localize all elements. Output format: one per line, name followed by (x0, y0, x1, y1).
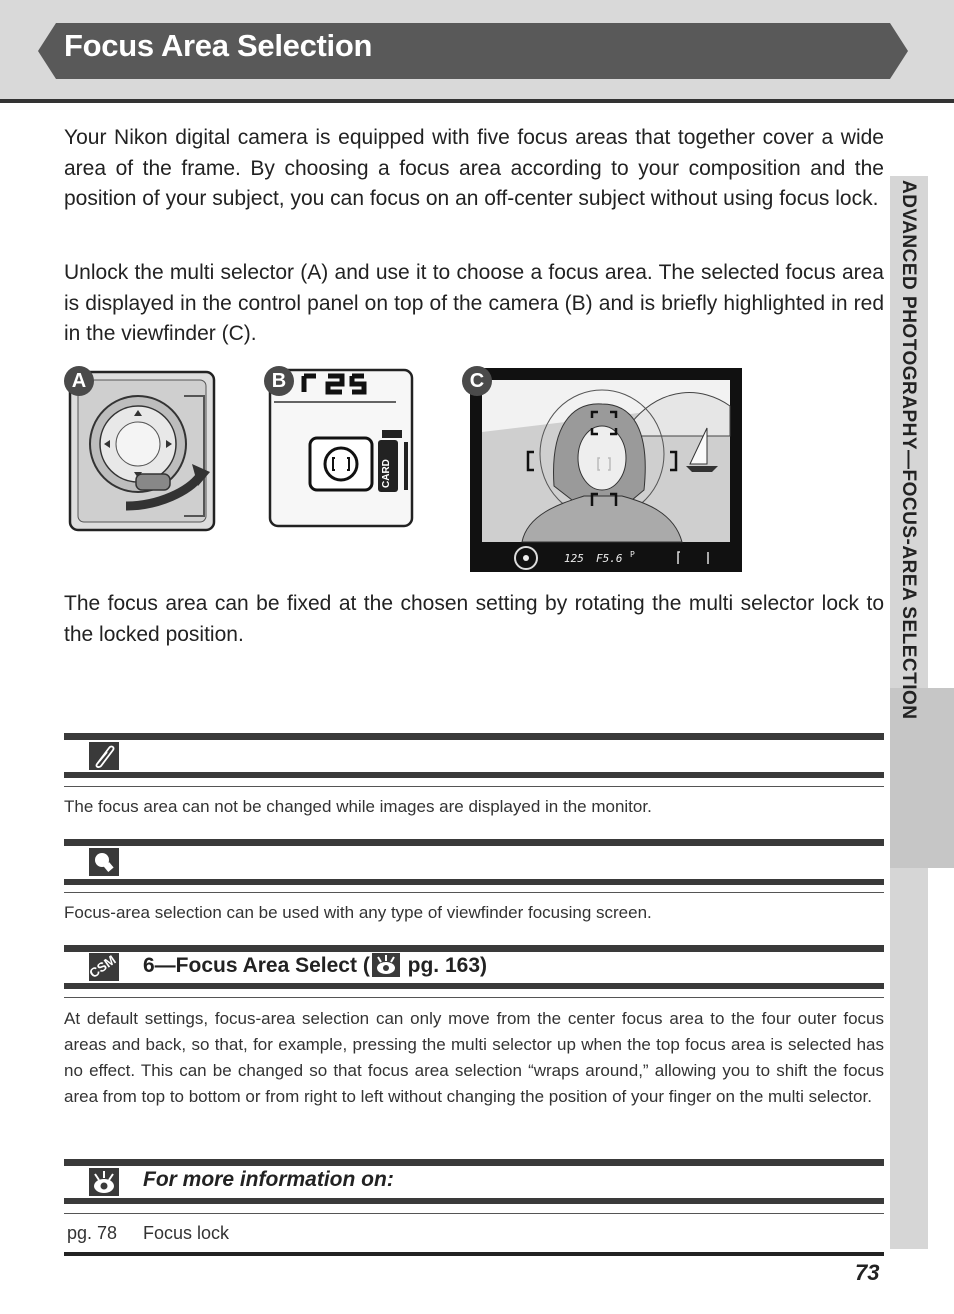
pencil-clip-icon (89, 742, 119, 770)
csm-heading-suffix: pg. 163) (401, 954, 488, 977)
figure-c (462, 366, 744, 574)
csm-bottom-rule (64, 983, 884, 989)
intro-paragraph-2: Unlock the multi selector (A) and use it to choose a focus area. The selected focus area is displayed in the control panel on top of the camera (B) and is briefly highlighted in red in the viewfinder (C). (64, 261, 884, 345)
note1-thin-rule (64, 786, 884, 787)
intro-paragraph-1: Your Nikon digital camera is equipped with five focus areas that together cover a wide area of the frame. By choosing a focus area according to your composition and the position of your subject, you can focus on an off-center subject without using focus lock. (64, 126, 884, 210)
csm-heading-prefix: 6—Focus Area Select ( (143, 954, 370, 977)
reference-page: pg. 78 (67, 1223, 118, 1243)
csm-text: At default settings, focus-area selection can only move from the center focus area to the four outer focus areas and back, so that, for example, pressing the multi selector up when the top focus area is selected has no effect. This can be changed so that focus area selection “wraps around,” allowing you to shift the focus area from top to bottom or from right to left without changing the position of your finger on the multi selector. (64, 1009, 884, 1106)
figure-a (64, 366, 216, 532)
reference-topic: Focus lock (143, 1223, 230, 1243)
note2-bottom-rule (64, 879, 884, 885)
footer-rule (64, 1252, 884, 1256)
csm-top-rule (64, 945, 884, 952)
page-number: 73 (855, 1260, 880, 1285)
more-info-bottom-rule (64, 1198, 884, 1204)
csm-icon-label: CSM (86, 952, 119, 981)
note2-top-rule (64, 839, 884, 846)
intro-paragraph-3: The focus area can be fixed at the chosen setting by rotating the multi selector lock to the locked position. (64, 592, 884, 646)
side-tab-label: ADVANCED PHOTOGRAPHY—FOCUS-AREA SELECTION (898, 180, 919, 720)
reference-eye-icon (372, 953, 400, 977)
page-title: Focus Area Selection (64, 28, 373, 63)
figure-b-label: B (264, 366, 294, 396)
note2-text: Focus-area selection can be used with any type of viewfinder focusing screen. (64, 903, 652, 922)
figure-a-label: A (64, 366, 94, 396)
lightbulb-icon (89, 848, 119, 876)
viewfinder-mode-readout: P (630, 550, 635, 559)
csm-heading (143, 953, 487, 978)
figure-c-label: C (462, 366, 492, 396)
more-info-top-rule (64, 1159, 884, 1166)
header-rule (0, 99, 954, 103)
card-indicator: CARD (381, 459, 392, 488)
note1-text: The focus area can not be changed while images are displayed in the monitor. (64, 797, 652, 816)
reference-eye-icon (89, 1168, 119, 1196)
note1-top-rule (64, 733, 884, 740)
csm-thin-rule (64, 997, 884, 998)
viewfinder-illustration (462, 366, 744, 574)
csm-icon (86, 952, 119, 981)
more-info-thin-rule (64, 1213, 884, 1214)
note2-thin-rule (64, 892, 884, 893)
more-info-heading: For more information on: (143, 1168, 394, 1191)
viewfinder-aperture-readout: F5.6 (596, 552, 623, 565)
note1-bottom-rule (64, 772, 884, 778)
figure-b (264, 366, 416, 532)
viewfinder-shutter-readout: 125 (564, 552, 584, 565)
